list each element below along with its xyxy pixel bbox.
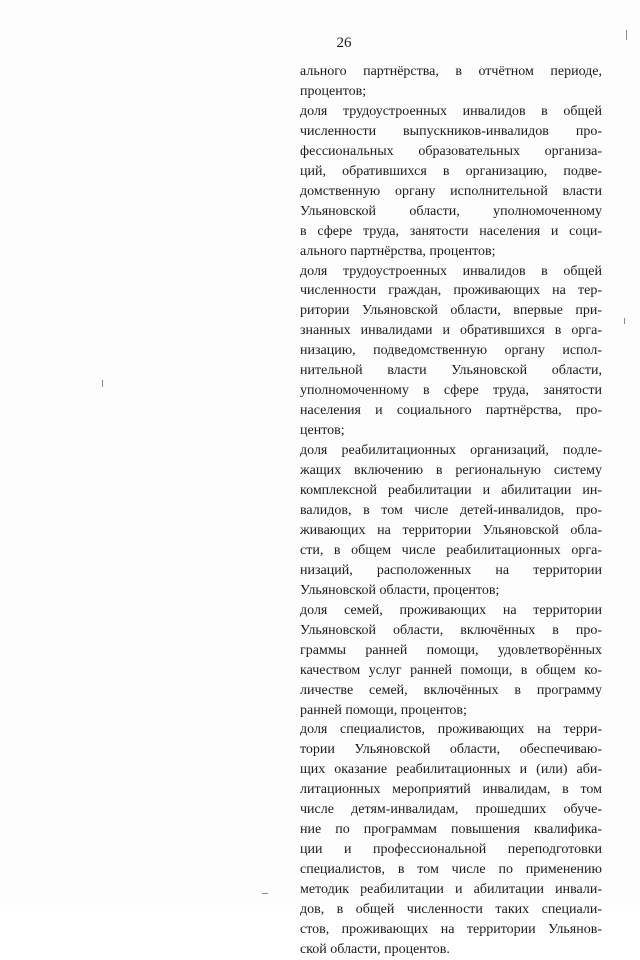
text-line: комплексной реабилитации и абилитации ин-: [300, 483, 602, 499]
text-line: специалистов, в том числе по применению: [300, 862, 602, 878]
text-line: тории Ульяновской области, обеспечиваю-: [300, 742, 602, 758]
text-line: в сфере труда, занятости населения и соци-: [300, 223, 602, 239]
text-line: граммы ранней помощи, удовлетворённых: [300, 642, 602, 658]
text-line: низацию, подведомственную органу испол-: [300, 343, 602, 359]
text-line: ций, обратившихся в организацию, подве-: [300, 163, 602, 179]
text-line: личестве семей, включённых в программу: [300, 682, 602, 698]
text-line: щих оказание реабилитационных и (или) аби-: [300, 762, 602, 778]
text-line: стов, проживающих на территории Ульянов-: [300, 921, 602, 937]
text-line: нительной власти Ульяновской области,: [300, 363, 602, 379]
text-line: ской области, процентов.: [300, 941, 450, 957]
text-line: дов, в общей численности таких специали-: [300, 902, 602, 918]
text-line: числе детям-инвалидам, прошедших обуче-: [300, 802, 602, 818]
text-line: методик реабилитации и абилитации инвали-: [300, 882, 602, 898]
scan-mark-bottom: [262, 893, 268, 894]
text-line: Ульяновской области, включённых в про-: [300, 622, 602, 638]
page-number: 26: [336, 35, 352, 51]
text-line: сти, в общем числе реабилитационных орга-: [300, 542, 602, 558]
text-line: жащих включению в региональную систему: [300, 463, 602, 479]
text-line: ние по программам повышения квалифика-: [300, 822, 602, 838]
text-line: центов;: [300, 423, 345, 439]
text-line: валидов, в том числе детей-инвалидов, про-: [300, 502, 602, 518]
text-line: доля специалистов, проживающих на терри-: [300, 722, 602, 738]
scan-mark-right: [624, 318, 625, 324]
text-line: доля трудоустроенных инвалидов в общей: [300, 263, 602, 279]
text-line: ритории Ульяновской области, впервые при-: [300, 303, 602, 319]
text-line: ранней помощи, процентов;: [300, 702, 467, 718]
text-line: знанных инвалидами и обратившихся в орга-: [300, 323, 602, 339]
text-line: доля реабилитационных организаций, подле-: [300, 443, 602, 459]
text-line: ального партнёрства, в отчётном периоде,: [300, 64, 602, 79]
text-line: доля трудоустроенных инвалидов в общей: [300, 103, 602, 119]
text-line: уполномоченному в сфере труда, занятости: [300, 383, 602, 399]
text-line: численности выпускников-инвалидов про-: [300, 123, 602, 139]
text-line: литационных мероприятий инвалидам, в том: [300, 782, 602, 798]
text-line: Ульяновской области, процентов;: [300, 582, 500, 598]
text-line: низаций, расположенных на территории: [300, 562, 602, 578]
text-line: качеством услуг ранней помощи, в общем ко-: [300, 662, 602, 678]
text-line: ального партнёрства, процентов;: [300, 243, 496, 259]
body-text: [300, 62, 602, 960]
scan-mark-left: [102, 380, 103, 387]
text-line: домственную органу исполнительной власти: [300, 183, 602, 199]
text-line: ции и профессиональной переподготовки: [300, 842, 602, 858]
text-line: населения и социального партнёрства, про-: [300, 403, 602, 419]
text-line: доля семей, проживающих на территории: [300, 602, 602, 618]
text-line: живающих на территории Ульяновской обла-: [300, 522, 602, 538]
text-line: процентов;: [300, 83, 367, 99]
text-line: численности граждан, проживающих на тер-: [300, 283, 602, 299]
text-line: фессиональных образовательных организа-: [300, 143, 602, 159]
text-line: Ульяновской области, уполномоченному: [300, 203, 602, 219]
